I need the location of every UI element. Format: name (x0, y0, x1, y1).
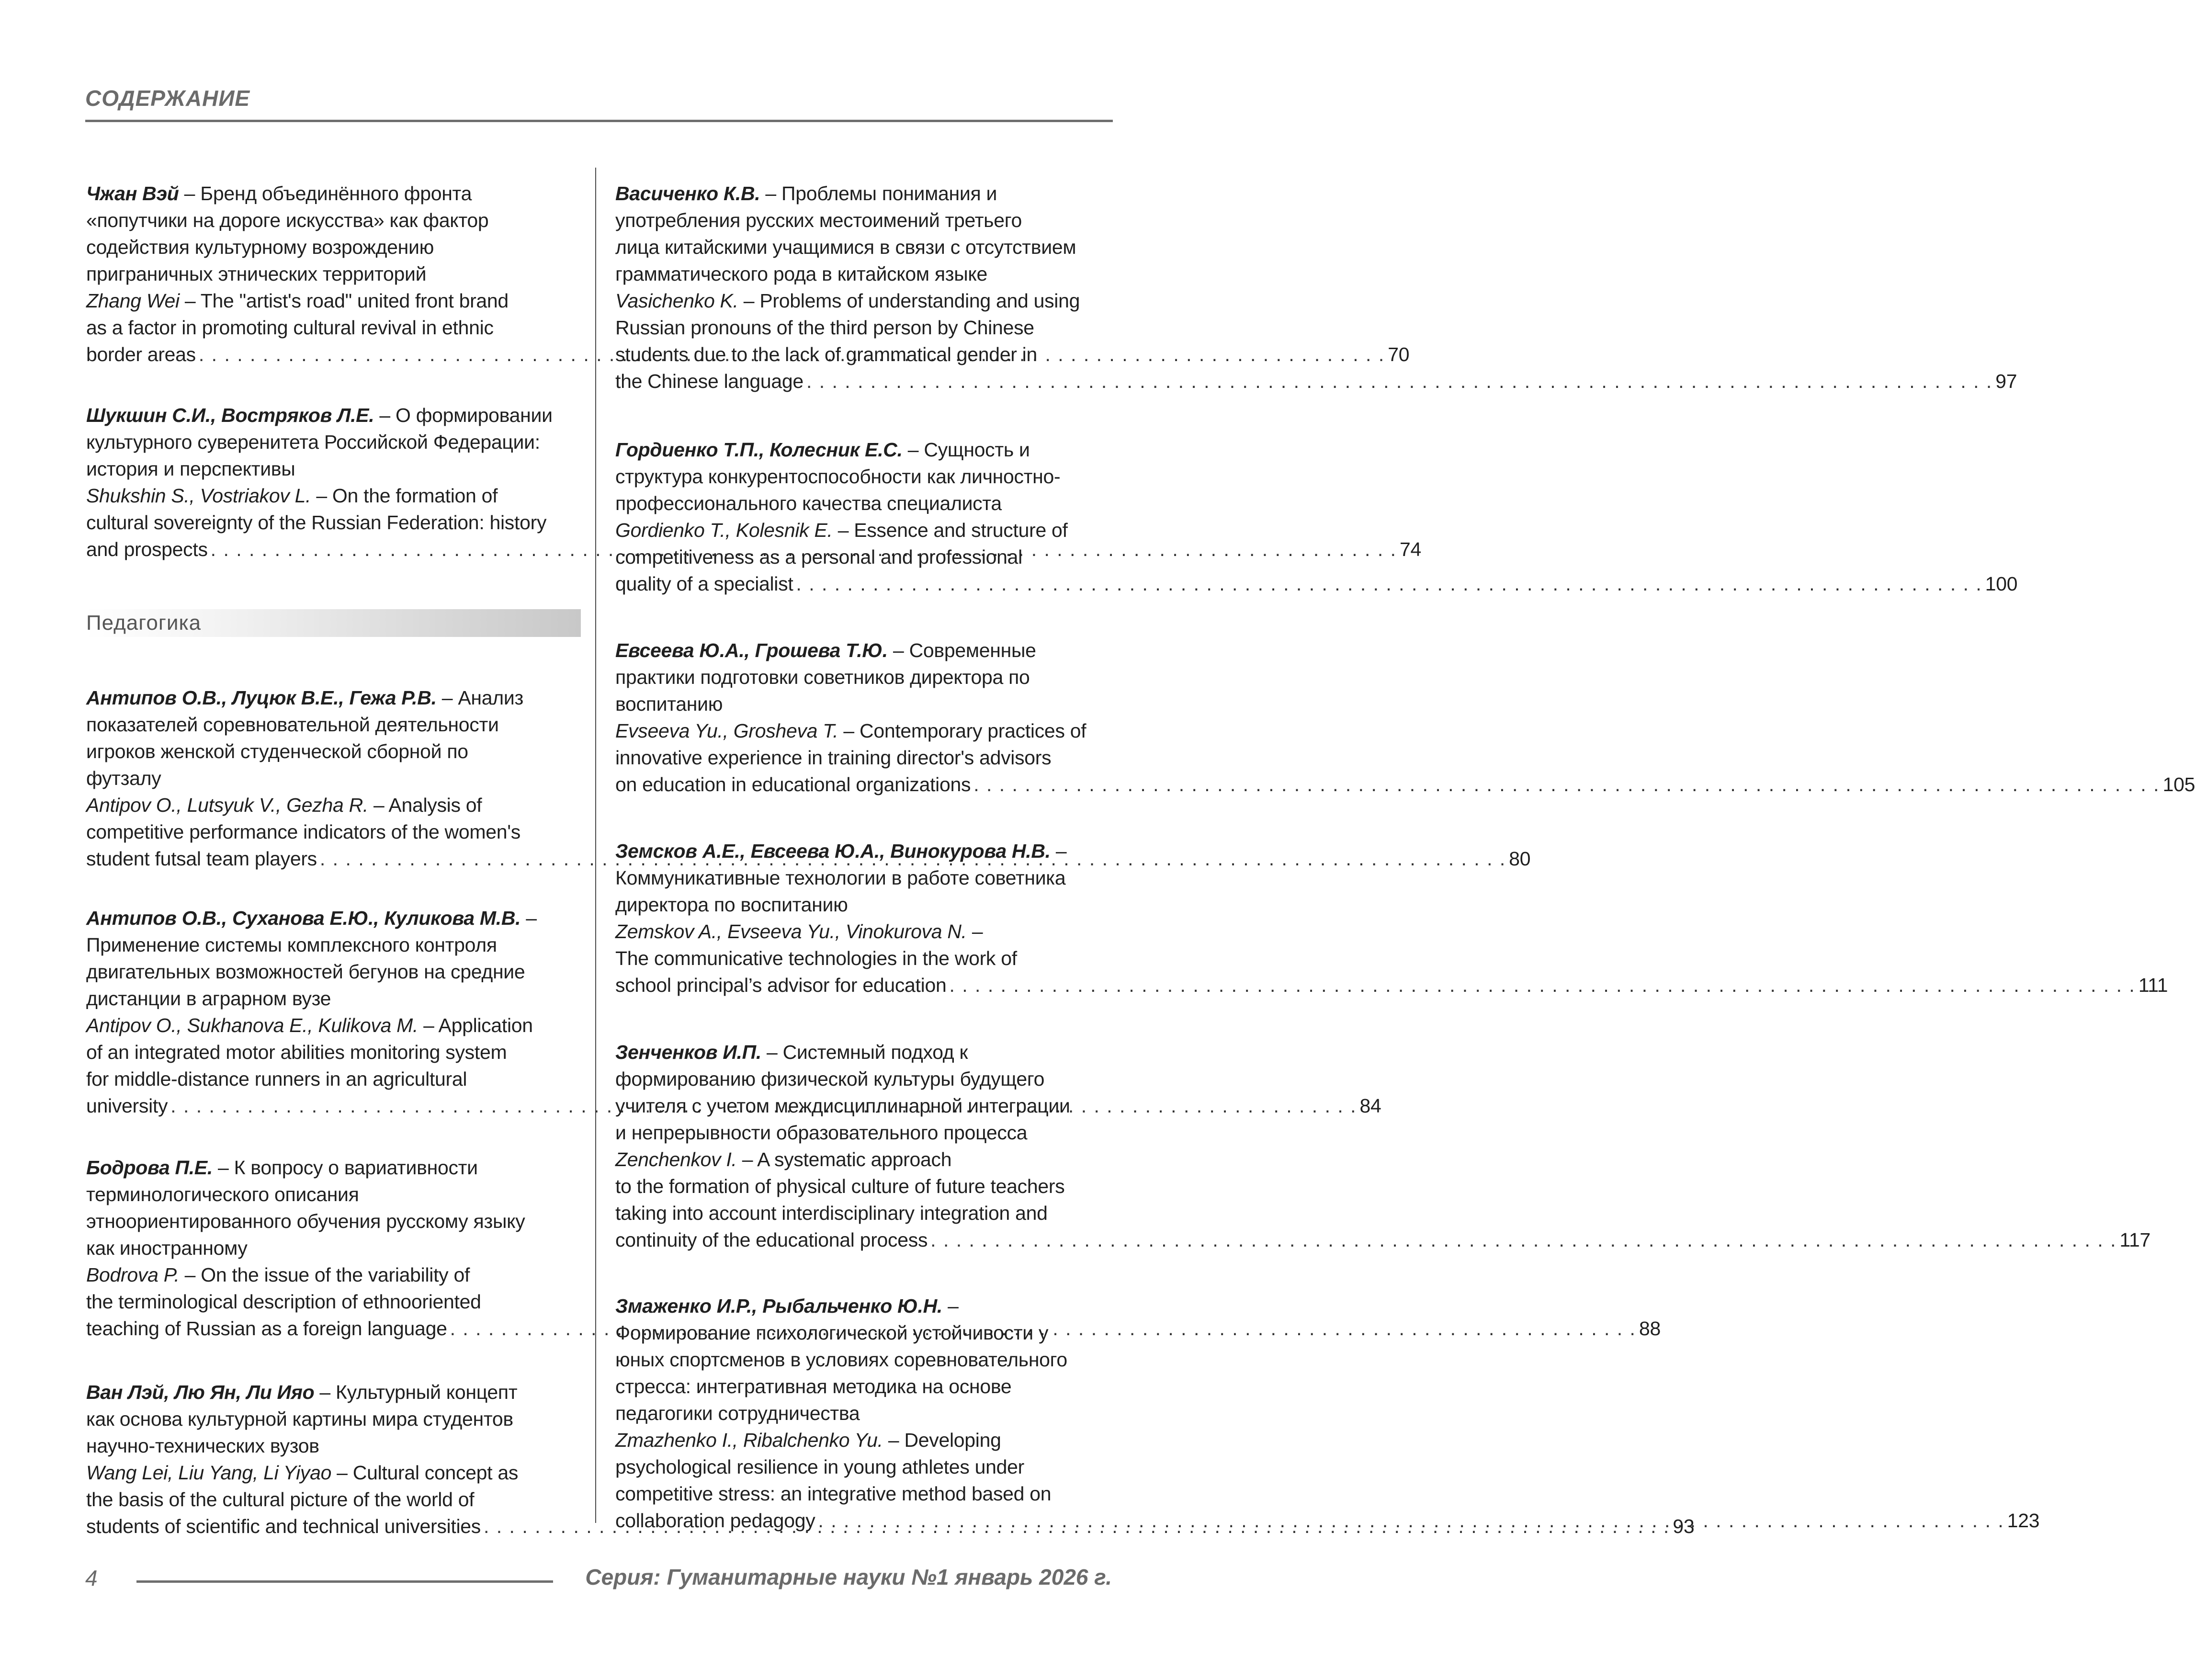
toc-last-line (615, 771, 2195, 798)
title-ru-line (615, 1039, 1111, 1066)
page-number-link[interactable]: 117 (2119, 1229, 2150, 1251)
title-en-text: students due to the lack of grammatical gender in (615, 343, 1037, 365)
title-en-line (615, 1453, 1111, 1480)
dot-leader (949, 974, 2135, 996)
title-ru-line (86, 1235, 582, 1261)
dot-leader (818, 1510, 2004, 1532)
authors-ru: Зенченков И.П. (615, 1041, 761, 1063)
authors-ru: Антипов О.В., Луцюк В.Е., Гежа Р.В. (86, 687, 437, 709)
title-en-text: – Contemporary practices of (838, 720, 1086, 742)
title-ru-line (86, 958, 582, 985)
toc-entry[interactable] (615, 637, 2195, 798)
toc-last-line (615, 1226, 2150, 1253)
page-number-link[interactable]: 70 (1388, 343, 1410, 365)
authors-ru: Змаженко И.Р., Рыбальченко Ю.Н. (615, 1295, 943, 1317)
title-ru-text: – Культурный концепт (314, 1381, 518, 1403)
title-en-text: competitive stress: an integrative method based on (615, 1483, 1052, 1505)
title-ru-text: Применение системы комплексного контроля (86, 934, 497, 956)
authors-en: Shukshin S., Vostriakov L. (86, 485, 311, 507)
title-ru-text: профессионального качества специалиста (615, 492, 1002, 514)
title-ru-text: «попутчики на дороге искусства» как фактор (86, 209, 489, 231)
title-ru-text: – Бренд объединённого фронта (179, 182, 472, 204)
title-ru-text: история и перспективы (86, 458, 295, 480)
title-ru-line (86, 905, 582, 931)
authors-en: Gordienko T., Kolesnik E. (615, 519, 833, 541)
title-en-text: for middle-distance runners in an agricultural (86, 1068, 467, 1090)
page-number-link[interactable]: 105 (2162, 773, 2195, 795)
title-ru-line (86, 1208, 582, 1235)
dot-leader (806, 370, 1992, 392)
title-ru-line (86, 1154, 582, 1181)
title-ru-text: приграничных этнических территорий (86, 263, 427, 285)
title-ru-text: – (942, 1295, 959, 1317)
authors-en: Antipov O., Sukhanova E., Kulikova M. (86, 1014, 419, 1036)
title-en-text: – Problems of understanding and using (738, 290, 1080, 312)
title-en-line (615, 945, 1111, 972)
title-ru-line (86, 402, 582, 429)
title-en-text: – Developing (883, 1429, 1001, 1451)
title-ru-text: – О формировании (374, 404, 553, 426)
title-en-line (615, 517, 1111, 544)
title-en-line (86, 1039, 582, 1066)
dot-leader (930, 1229, 2116, 1251)
title-ru-line (615, 1066, 1111, 1092)
title-en-line (86, 1459, 582, 1486)
footer-series-title: Серия: Гуманитарные науки №1 январь 2026 г. (585, 1565, 1112, 1589)
title-ru-line (615, 637, 1111, 664)
toc-last-line (615, 972, 2168, 999)
title-ru-line (86, 931, 582, 958)
title-en-line (86, 1012, 582, 1039)
page-number-link[interactable]: 88 (1639, 1317, 1661, 1339)
title-ru-text: воспитанию (615, 693, 723, 715)
title-ru-text: структура конкурентоспособности как личностно- (615, 465, 1061, 488)
title-en-line (615, 1173, 1111, 1200)
title-en-line (615, 918, 1111, 945)
title-ru-text: показателей соревновательной деятельности (86, 714, 499, 736)
title-ru-line (86, 765, 582, 792)
title-ru-text: – Системный подход к (761, 1041, 968, 1063)
authors-ru: Шукшин С.И., Востряков Л.Е. (86, 404, 374, 426)
title-ru-line (615, 261, 1111, 287)
title-ru-text: как основа культурной картины мира студентов (86, 1408, 513, 1430)
title-en-text: competitiveness as a personal and professional (615, 546, 1022, 568)
authors-en: Wang Lei, Liu Yang, Li Yiyao (86, 1462, 332, 1484)
title-ru-line (615, 1293, 1111, 1319)
authors-en: Evseeva Yu., Grosheva T. (615, 720, 838, 742)
section-header-pedagogy (85, 609, 581, 637)
title-ru-line (615, 1119, 1111, 1146)
authors-en: Vasichenko K. (615, 290, 738, 312)
title-ru-line (615, 691, 1111, 717)
title-en-line (615, 1200, 1111, 1226)
title-en-tail: quality of a specialist (615, 573, 793, 595)
title-ru-text: терминологического описания (86, 1183, 359, 1205)
title-en-text: psychological resilience in young athletes under (615, 1456, 1024, 1478)
title-en-text: – Essence and structure of (832, 519, 1068, 541)
title-en-text: innovative experience in training director's advisors (615, 747, 1052, 769)
title-en-line (86, 1288, 582, 1315)
title-en-line (86, 1486, 582, 1513)
title-ru-line (86, 985, 582, 1012)
title-ru-line (615, 180, 1111, 207)
page-number-link[interactable]: 74 (1400, 538, 1422, 560)
title-ru-text: научно-технических вузов (86, 1435, 319, 1457)
title-ru-line (86, 455, 582, 482)
title-ru-text: Формирование психологической устойчивости у (615, 1322, 1049, 1344)
title-en-text: – The "artist's road" united front brand (179, 290, 509, 312)
title-en-tail: university (86, 1095, 168, 1117)
title-ru-line (615, 436, 1111, 463)
title-ru-line (86, 180, 582, 207)
title-ru-text: и непрерывности образовательного процесса (615, 1122, 1028, 1144)
header-rule (85, 120, 1113, 122)
title-ru-text: как иностранному (86, 1237, 248, 1259)
authors-ru: Земсков А.Е., Евсеева Ю.А., Винокурова Н.В. (615, 840, 1051, 862)
title-en-text: – Analysis of (368, 794, 482, 816)
title-ru-line (615, 490, 1111, 517)
title-ru-text: учителя с учетом междисциплинарной интеграции (615, 1095, 1070, 1117)
footer-rule (136, 1580, 553, 1583)
title-en-text: – On the issue of the variability of (179, 1264, 470, 1286)
authors-ru: Антипов О.В., Суханова Е.Ю., Куликова М.В. (86, 907, 521, 929)
title-en-text: as a factor in promoting cultural revival in ethnic (86, 317, 494, 339)
title-en-line (615, 717, 1111, 744)
title-ru-line (86, 738, 582, 765)
title-ru-line (615, 864, 1111, 891)
authors-ru: Евсеева Ю.А., Грошева Т.Ю. (615, 639, 888, 661)
title-ru-text: – Проблемы понимания и (760, 182, 997, 204)
title-ru-text: лица китайскими учащимися в связи с отсутствием (615, 236, 1076, 258)
title-en-tail: the Chinese language (615, 370, 803, 392)
title-en-line (615, 341, 1111, 368)
title-ru-text: стресса: интегративная методика на основе (615, 1375, 1012, 1397)
authors-en: Zhang Wei (86, 290, 180, 312)
toc-last-line (615, 570, 2018, 597)
title-ru-text: этноориентированного обучения русскому языку (86, 1210, 525, 1232)
title-ru-text: – Анализ (436, 687, 523, 709)
footer-page-number: 4 (85, 1566, 98, 1590)
authors-en: Antipov O., Lutsyuk V., Gezha R. (86, 794, 368, 816)
title-ru-text: игроков женской студенческой сборной по (86, 740, 468, 762)
title-ru-line (615, 463, 1111, 490)
page-number-link[interactable]: 93 (1673, 1515, 1695, 1537)
toc-last-line (615, 368, 2017, 395)
authors-ru: Гордиенко Т.П., Колесник Е.С. (615, 439, 903, 461)
title-en-tail: border areas (86, 343, 196, 365)
title-en-tail: and prospects (86, 538, 208, 560)
title-ru-line (615, 207, 1111, 234)
title-ru-text: – Современные (887, 639, 1036, 661)
title-ru-text: – (520, 907, 537, 929)
title-ru-line (86, 1181, 582, 1208)
title-ru-text: дистанции в аграрном вузе (86, 988, 331, 1010)
title-ru-line (86, 711, 582, 738)
page-number-link[interactable]: 100 (1985, 573, 2018, 595)
title-en-line (86, 1066, 582, 1092)
title-en-text: cultural sovereignty of the Russian Federation: history (86, 511, 547, 534)
title-ru-text: – (1050, 840, 1067, 862)
title-ru-line (615, 234, 1111, 261)
page-title: СОДЕРЖАНИЕ (85, 86, 250, 111)
title-ru-text: формированию физической культуры будущего (615, 1068, 1045, 1090)
title-ru-text: грамматического рода в китайском языке (615, 263, 988, 285)
page-number-link[interactable]: 84 (1359, 1095, 1381, 1117)
title-ru-line (86, 261, 582, 287)
title-en-tail: school principal’s advisor for education (615, 974, 947, 996)
title-ru-text: – К вопросу о вариативности (212, 1157, 478, 1179)
title-en-text: – A systematic approach (736, 1148, 952, 1170)
title-ru-text: двигательных возможностей бегунов на средние (86, 961, 525, 983)
title-en-text: – On the formation of (311, 485, 498, 507)
title-en-text: to the formation of physical culture of future teachers (615, 1175, 1065, 1197)
title-ru-line (615, 664, 1111, 691)
page-number-link[interactable]: 80 (1509, 848, 1531, 870)
authors-en: Zenchenkov I. (615, 1148, 737, 1170)
title-en-line (86, 792, 582, 818)
title-en-text: the basis of the cultural picture of the world of (86, 1488, 475, 1510)
title-en-text: – Cultural concept as (331, 1462, 519, 1484)
authors-en: Bodrova P. (86, 1264, 180, 1286)
title-ru-text: содействия культурному возрождению (86, 236, 434, 258)
title-ru-line (86, 1406, 582, 1432)
title-en-tail: on education in educational organizations (615, 773, 971, 795)
title-ru-text: практики подготовки советников директора по (615, 666, 1030, 688)
authors-ru: Чжан Вэй (86, 182, 179, 204)
title-ru-text: – Сущность и (902, 439, 1030, 461)
title-en-tail: teaching of Russian as a foreign language (86, 1317, 447, 1339)
title-ru-line (86, 207, 582, 234)
authors-ru: Бодрова П.Е. (86, 1157, 213, 1179)
authors-ru: Васиченко К.В. (615, 182, 760, 204)
title-ru-line (615, 1373, 1111, 1400)
title-en-text: competitive performance indicators of the women's (86, 821, 520, 843)
title-en-tail: continuity of the educational process (615, 1229, 928, 1251)
title-ru-line (615, 1319, 1111, 1346)
title-en-line (86, 818, 582, 845)
dot-leader (973, 773, 2160, 795)
title-en-line (86, 287, 582, 314)
title-en-line (615, 544, 1111, 570)
title-en-text: taking into account interdisciplinary integration and (615, 1202, 1048, 1224)
authors-ru: Ван Лэй, Лю Ян, Ли Ияо (86, 1381, 315, 1403)
authors-en: Zemskov A., Evseeva Yu., Vinokurova N. (615, 920, 967, 942)
title-ru-line (615, 1400, 1111, 1427)
title-en-text: Russian pronouns of the third person by Chinese (615, 317, 1034, 339)
title-ru-text: употребления русских местоимений третьего (615, 209, 1022, 231)
title-en-line (615, 287, 1111, 314)
title-en-text: – Application (418, 1014, 533, 1036)
title-ru-line (86, 1379, 582, 1406)
title-en-text: The communicative technologies in the work of (615, 947, 1017, 969)
title-en-text: of an integrated motor abilities monitoring system (86, 1041, 507, 1063)
title-ru-text: директора по воспитанию (615, 894, 848, 916)
title-ru-line (615, 838, 1111, 864)
title-en-line (615, 314, 1111, 341)
title-ru-text: юных спортсменов в условиях соревновательного (615, 1349, 1067, 1371)
title-en-line (86, 314, 582, 341)
page-number-link[interactable]: 111 (2138, 974, 2168, 996)
title-en-line (615, 1146, 1111, 1173)
section-title: Педагогика (86, 611, 202, 635)
authors-en: Zmazhenko I., Ribalchenko Yu. (615, 1429, 883, 1451)
title-ru-text: культурного суверенитета Российской Федерации: (86, 431, 540, 453)
title-ru-line (86, 1432, 582, 1459)
title-ru-text: Коммуникативные технологии в работе советника (615, 867, 1066, 889)
title-en-tail: collaboration pedagogy (615, 1510, 815, 1532)
title-en-line (86, 509, 582, 536)
title-en-line (86, 482, 582, 509)
dot-leader (796, 573, 1982, 595)
title-ru-line (615, 1346, 1111, 1373)
title-en-tail: students of scientific and technical universities (86, 1515, 481, 1537)
title-en-tail: student futsal team players (86, 848, 317, 870)
title-ru-line (615, 891, 1111, 918)
title-ru-line (86, 234, 582, 261)
title-ru-text: футзалу (86, 767, 161, 789)
title-en-text: – (966, 920, 983, 942)
title-ru-line (86, 684, 582, 711)
title-en-text: the terminological description of ethnooriented (86, 1291, 481, 1313)
title-en-line (86, 1261, 582, 1288)
title-en-line (615, 1427, 1111, 1453)
title-ru-line (86, 429, 582, 455)
page-number-link[interactable]: 97 (1995, 370, 2017, 392)
title-en-line (615, 744, 1111, 771)
page-number-link[interactable]: 123 (2007, 1510, 2040, 1532)
title-ru-line (615, 1092, 1111, 1119)
title-ru-text: педагогики сотрудничества (615, 1402, 860, 1424)
title-en-line (615, 1480, 1111, 1507)
